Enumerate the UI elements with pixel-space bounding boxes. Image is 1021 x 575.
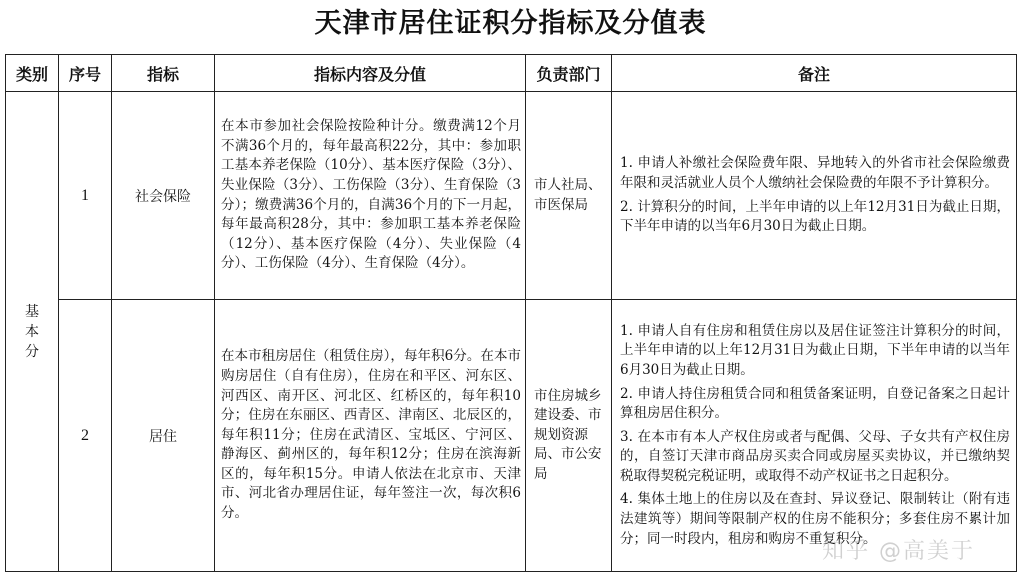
header-number: 序号: [59, 55, 112, 92]
note-item: 2. 申请人持住房租赁合同和租赁备案证明，自登记备案之日起计算租房居住积分。: [620, 385, 1010, 422]
header-category: 类别: [6, 55, 59, 92]
note-item: 2. 计算积分的时间，上半年申请的以上年12月31日为截止日期，下半年申请的以当年6月30日为截止日期。: [620, 198, 1010, 235]
page-title: 天津市居住证积分指标及分值表: [314, 8, 707, 39]
row-number: 1: [59, 92, 112, 300]
content-cell: [215, 300, 526, 572]
category-cell: [6, 92, 59, 572]
note-item: 3. 在本市有本人产权住房或者与配偶、父母、子女共有产权住房的，自签订天津市商品房买卖合同或房屋买卖协议，并已缴纳契税取得契税完税证明，或取得不动产权证书之日起积分。: [620, 428, 1010, 484]
row-number: 2: [59, 300, 112, 572]
indicator-name: 居住: [112, 300, 215, 572]
notes-cell: [612, 300, 1017, 572]
header-row: [6, 55, 1017, 92]
header-department: 负责部门: [526, 55, 612, 92]
department-cell: [526, 92, 612, 300]
watermark: 知乎 @高美于: [822, 539, 975, 564]
category-label: 基本分: [25, 303, 39, 360]
content-cell: [215, 92, 526, 300]
content-text: 在本市租房居住（租赁住房），每年积6分。在本市购房居住（自有住房），住房在和平区、河东区、河西区、南开区、河北区、红桥区的，每年积10分；住房在东丽区、西青区、津南区、北辰区的，每年积11分；住房在武清区、宝坻区、宁河区、静海区、蓟州区的，每年积12分；住房在滨海新区的，每年积15分。申请人依法在北京市、天津市、河北省办理居住证，每年签注一次，每次积6分。: [221, 348, 521, 522]
note-item: 1. 申请人补缴社会保险费年限、异地转入的外省市社会保险缴费年限和灵活就业人员个人缴纳社会保险费的年限不予计算积分。: [620, 155, 1010, 191]
table-row: [6, 300, 1017, 572]
header-content: 指标内容及分值: [215, 55, 526, 92]
department-text: 市住房城乡建设委、市规划资源局、市公安局: [534, 387, 602, 482]
notes-cell: [612, 92, 1017, 300]
department-text: 市人社局、市医保局: [534, 176, 602, 213]
table-row: [6, 92, 1017, 300]
points-table: [5, 54, 1017, 572]
note-item: 4. 集体土地上的住房以及在查封、异议登记、限制转让（附有违法建筑等）期间等限制产权的住房不能积分；多套住房不累计加分；同一时段内，租房和购房不重复积分。: [620, 491, 1010, 547]
header-indicator: 指标: [112, 55, 215, 92]
indicator-name: 社会保险: [112, 92, 215, 300]
note-item: 1. 申请人自有住房和租赁住房以及居住证签注计算积分的时间，上半年申请的以上年12月31日为截止日期，下半年申请的以当年6月30日为截止日期。: [620, 322, 1010, 378]
content-text: 在本市参加社会保险按险种计分。缴费满12个月不满36个月的，每年最高积22分，其中：参加职工基本养老保险（10分）、基本医疗保险（3分）、失业保险（3分）、工伤保险（3分）、生育保险（3分）；缴费满36个月的，自满36个月的下一月起，每年最高积28分，其中：参加职工基本养老保险（12分）、基本医疗保险（4分）、失业保险（4分）、工伤保险（4分）、生育保险（4分）。: [221, 118, 521, 272]
department-cell: [526, 300, 612, 572]
header-notes: 备注: [612, 55, 1017, 92]
